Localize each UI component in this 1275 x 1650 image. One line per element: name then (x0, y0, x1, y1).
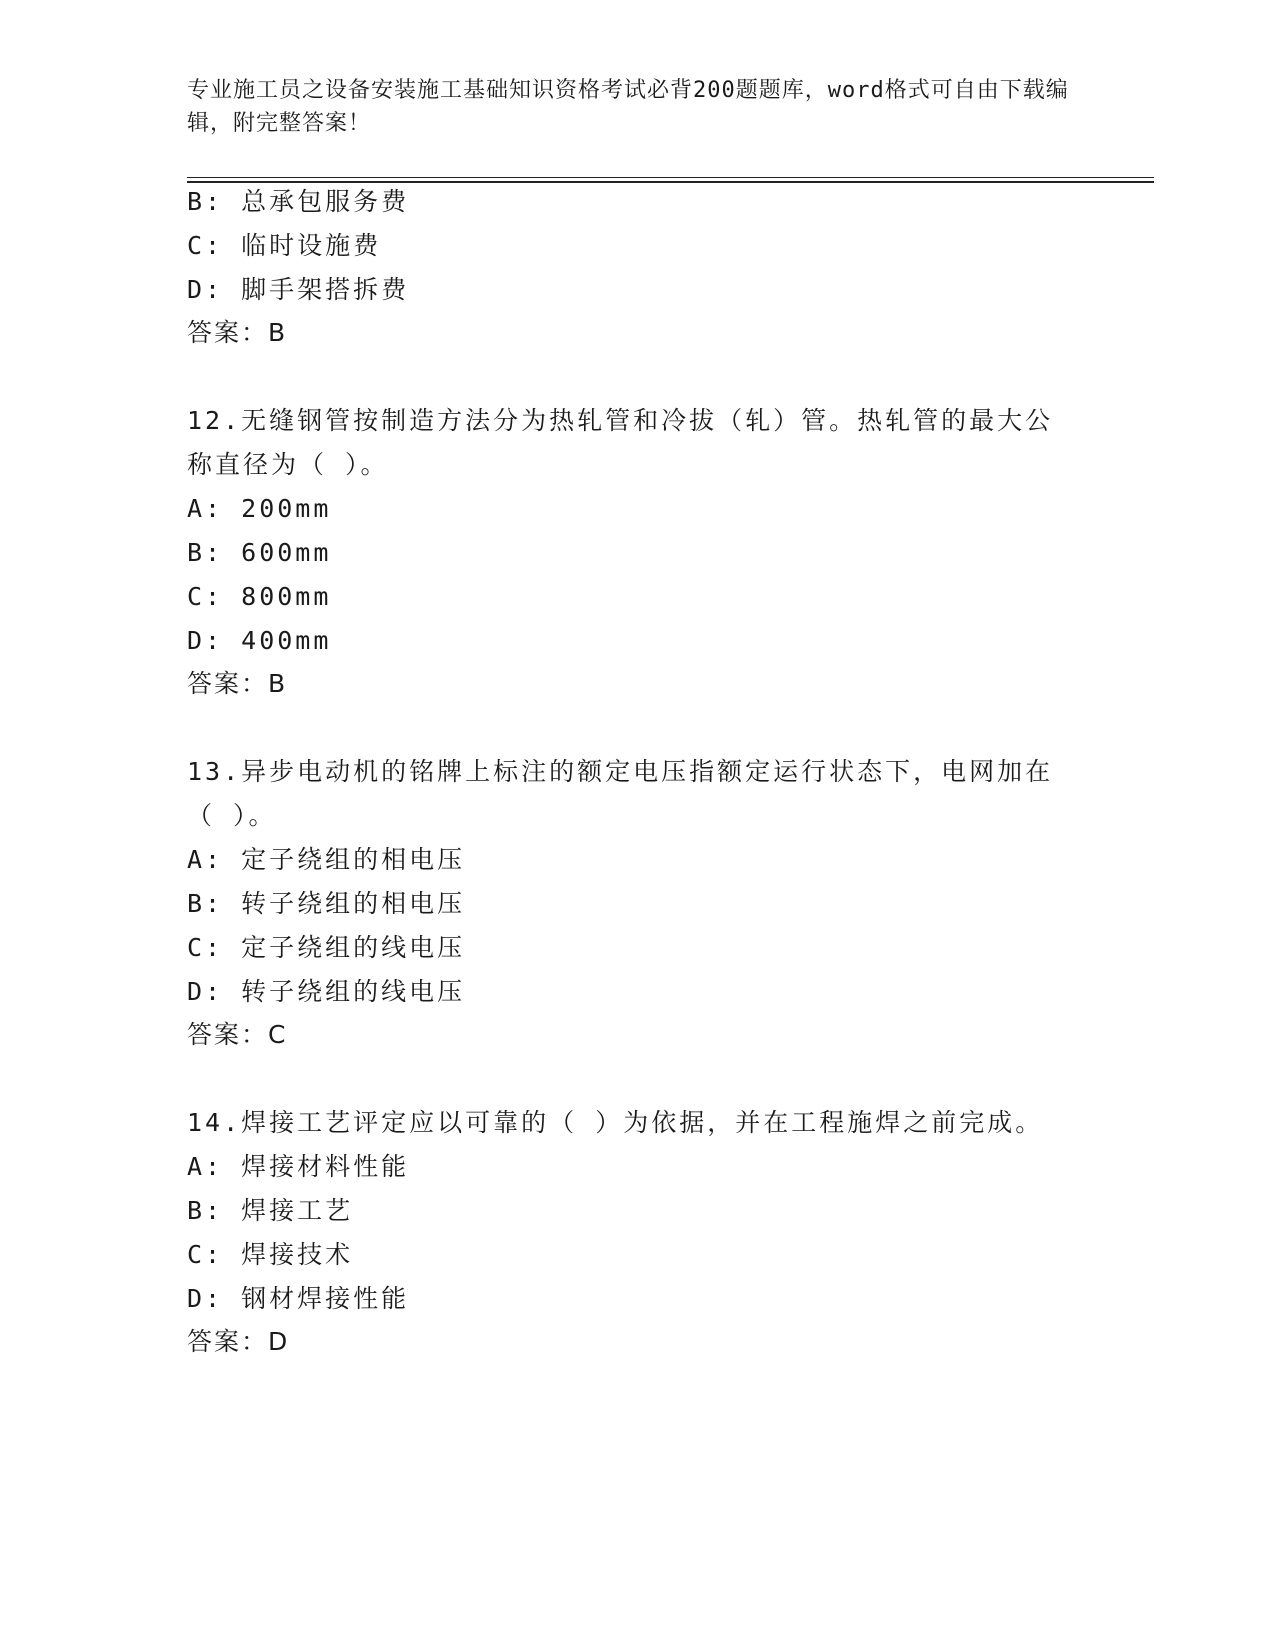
answer: 答案：B (187, 318, 288, 347)
document-header: 专业施工员之设备安装施工基础知识资格考试必背200题题库，word格式可自由下载编辑，附完整答案！ (187, 78, 1069, 136)
option-c: C: 定子绕组的线电压 (187, 933, 466, 962)
question-14-stem: 14.焊接工艺评定应以可靠的（ ）为依据，并在工程施焊之前完成。 (187, 1108, 1044, 1137)
option-b: B: 焊接工艺 (187, 1196, 354, 1225)
option-c: C: 800mm (187, 582, 332, 611)
option-a: A: 200mm (187, 494, 332, 523)
question-13-stem-line2: （ ）。 (187, 801, 277, 830)
option-b: B: 总承包服务费 (187, 187, 410, 216)
option-d: D: 脚手架搭拆费 (187, 275, 410, 304)
option-a: A: 焊接材料性能 (187, 1152, 410, 1181)
header-rule-thick (187, 181, 1154, 183)
option-c: C: 临时设施费 (187, 231, 382, 260)
option-d: D: 转子绕组的线电压 (187, 977, 466, 1006)
option-b: B: 转子绕组的相电压 (187, 889, 466, 918)
answer: 答案：D (187, 1327, 290, 1356)
option-c: C: 焊接技术 (187, 1240, 354, 1269)
question-12-stem-line1: 12.无缝钢管按制造方法分为热轧管和冷拔（轧）管。热轧管的最大公 (187, 406, 1054, 435)
option-d: D: 400mm (187, 626, 332, 655)
option-d: D: 钢材焊接性能 (187, 1284, 410, 1313)
answer: 答案：C (187, 1020, 288, 1049)
option-a: A: 定子绕组的相电压 (187, 845, 466, 874)
header-rule-thin (187, 177, 1154, 178)
question-12-stem-line2: 称直径为（ ）。 (187, 450, 389, 479)
question-13-stem-line1: 13.异步电动机的铭牌上标注的额定电压指额定运行状态下，电网加在 (187, 757, 1054, 786)
answer: 答案：B (187, 669, 288, 698)
option-b: B: 600mm (187, 538, 332, 567)
